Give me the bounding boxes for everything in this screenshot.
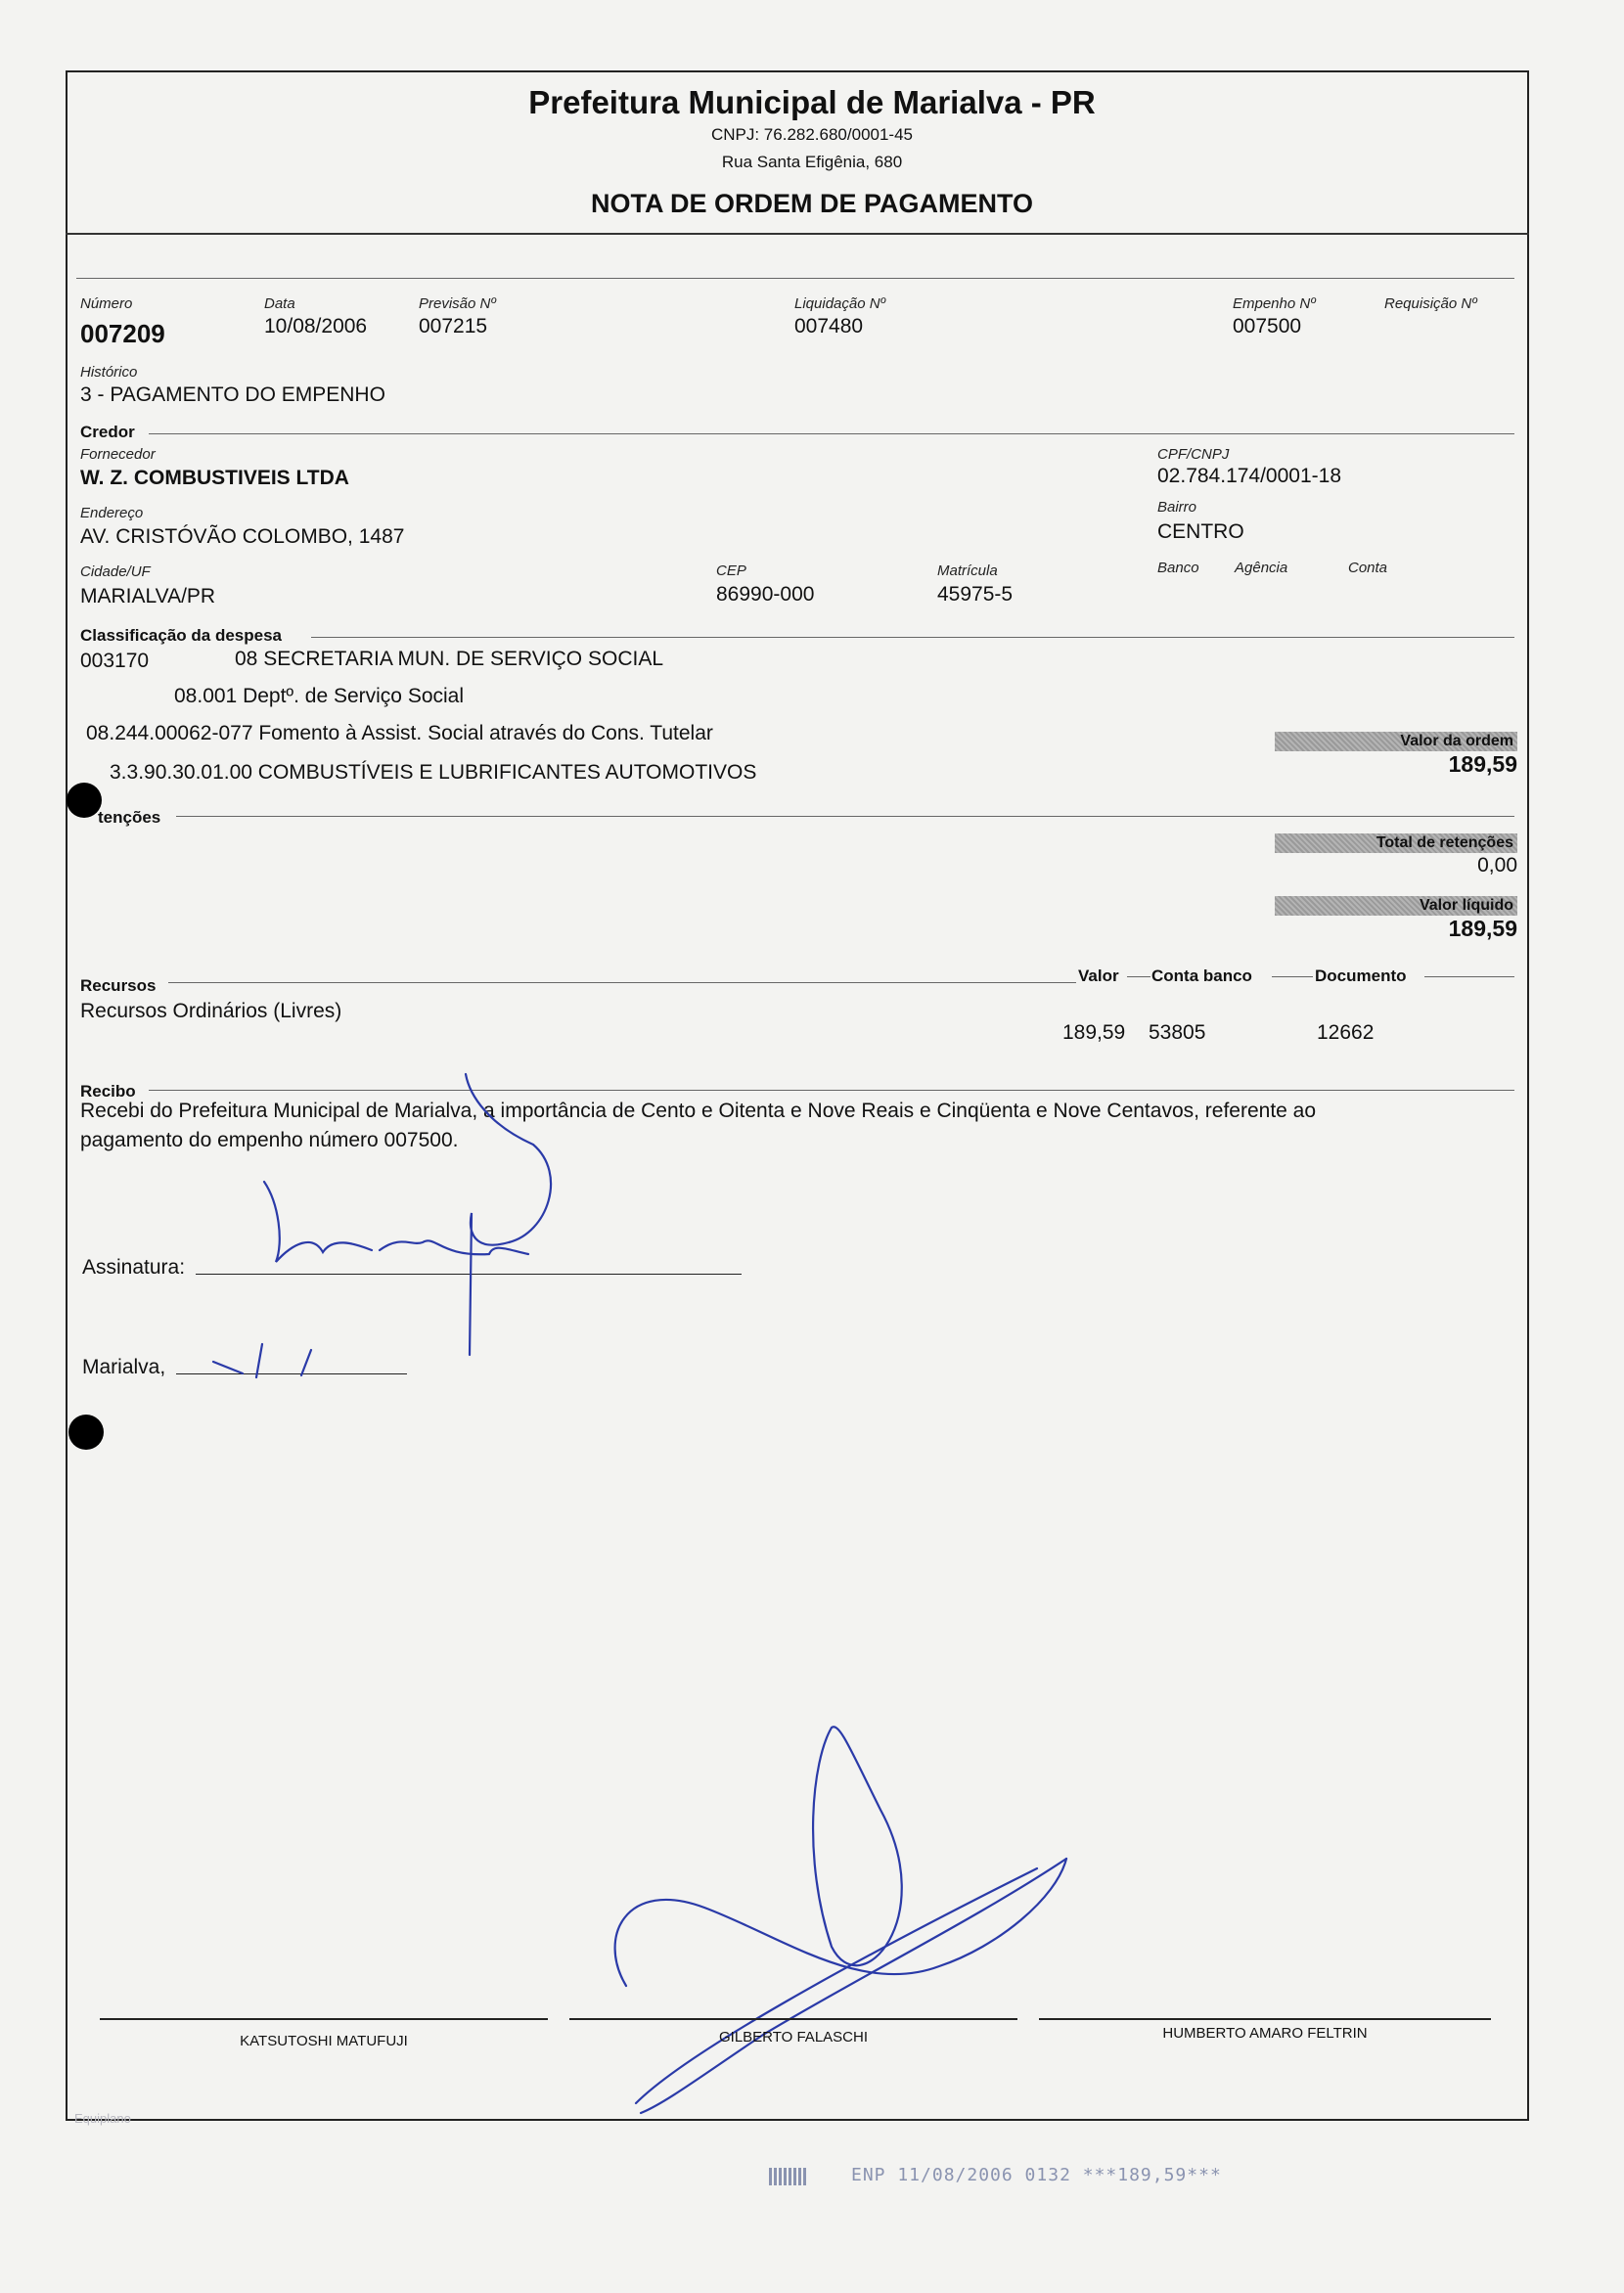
- cidade-label: Cidade/UF: [80, 563, 151, 580]
- signatory-name-3: HUMBERTO AMARO FELTRIN: [1162, 2025, 1368, 2042]
- recursos-valor: 189,59: [1062, 1021, 1126, 1044]
- previsao-value: 007215: [419, 315, 488, 337]
- recibo-text-line2: pagamento do empenho número 007500.: [80, 1129, 459, 1151]
- previsao-label: Previsão Nº: [419, 295, 496, 312]
- secretaria-value: 08 SECRETARIA MUN. DE SERVIÇO SOCIAL: [235, 648, 664, 670]
- recursos-section: Recursos: [80, 976, 157, 995]
- cpf-label: CPF/CNPJ: [1157, 446, 1230, 463]
- software-watermark: Equiplano: [74, 2111, 131, 2126]
- bairro-value: CENTRO: [1157, 520, 1244, 543]
- recursos-valor-label: Valor: [1078, 967, 1119, 985]
- recibo-section: Recibo: [80, 1082, 136, 1101]
- stamp-barcode-icon: [769, 2168, 806, 2185]
- page-title: Prefeitura Municipal de Marialva - PR: [528, 84, 1096, 120]
- cpf-value: 02.784.174/0001-18: [1157, 465, 1342, 487]
- local-label: Marialva,: [82, 1356, 166, 1378]
- valor-liquido-label: Valor líquido: [1419, 897, 1513, 914]
- numero-value: 007209: [80, 319, 165, 348]
- data-value: 10/08/2006: [264, 315, 368, 337]
- assinatura-label: Assinatura:: [82, 1256, 186, 1279]
- signatory-name-1: KATSUTOSHI MATUFUJI: [240, 2033, 408, 2049]
- requisicao-label: Requisição Nº: [1384, 295, 1477, 312]
- header-address: Rua Santa Efigênia, 680: [721, 153, 903, 171]
- document-title: NOTA DE ORDEM DE PAGAMENTO: [590, 189, 1033, 218]
- recursos-documento: 12662: [1317, 1021, 1375, 1044]
- conta-banco-label: Conta banco: [1151, 967, 1252, 985]
- departamento-value: 08.001 Deptº. de Serviço Social: [174, 685, 465, 707]
- data-label: Data: [264, 295, 295, 312]
- elemento-value: 3.3.90.30.01.00 COMBUSTÍVEIS E LUBRIFICANTES AUTOMOTIVOS: [110, 761, 757, 784]
- recibo-text-line1: Recebi do Prefeitura Municipal de Marialva, a importância de Cento e Oitenta e Nove Reais e Cinqüenta e Nove Centavos, referente ao: [80, 1100, 1317, 1122]
- signature-line-2: [569, 2018, 1017, 2020]
- signature-line-1: [100, 2018, 548, 2020]
- recursos-conta-banco: 53805: [1149, 1021, 1206, 1044]
- matricula-label: Matrícula: [937, 562, 998, 579]
- cidade-value: MARIALVA/PR: [80, 585, 216, 607]
- matricula-value: 45975-5: [937, 583, 1014, 606]
- empenho-value: 007500: [1233, 315, 1302, 337]
- liquidacao-value: 007480: [794, 315, 864, 337]
- numero-label: Número: [80, 295, 133, 312]
- cep-label: CEP: [716, 562, 746, 579]
- signatory-name-2: GILBERTO FALASCHI: [719, 2029, 868, 2046]
- payment-stamp: ENP 11/08/2006 0132 ***189,59***: [851, 2165, 1222, 2185]
- documento-label: Documento: [1315, 967, 1407, 985]
- total-retencoes-value: 0,00: [1477, 854, 1517, 877]
- historico-label: Histórico: [80, 364, 138, 381]
- liquidacao-label: Liquidação Nº: [794, 295, 886, 312]
- valor-liquido-value: 189,59: [1448, 916, 1517, 941]
- banco-label: Banco: [1157, 560, 1199, 576]
- retencoes-section: tenções: [98, 808, 161, 827]
- signature-line-3: [1039, 2018, 1491, 2020]
- empenho-label: Empenho Nº: [1233, 295, 1316, 312]
- classificacao-section: Classificação da despesa: [80, 626, 283, 645]
- valor-ordem-label: Valor da ordem: [1400, 733, 1513, 749]
- fornecedor-value: W. Z. COMBUSTIVEIS LTDA: [80, 467, 349, 489]
- header-cnpj: CNPJ: 76.282.680/0001-45: [710, 125, 914, 144]
- historico-value: 3 - PAGAMENTO DO EMPENHO: [80, 383, 385, 406]
- recursos-descricao: Recursos Ordinários (Livres): [80, 1000, 342, 1022]
- credor-section: Credor: [80, 423, 135, 441]
- endereco-value: AV. CRISTÓVÃO COLOMBO, 1487: [80, 525, 405, 548]
- classificacao-code: 003170: [80, 650, 150, 672]
- fornecedor-label: Fornecedor: [80, 446, 156, 463]
- endereco-label: Endereço: [80, 505, 144, 521]
- agencia-label: Agência: [1235, 560, 1288, 576]
- bairro-label: Bairro: [1157, 499, 1197, 516]
- conta-label: Conta: [1348, 560, 1388, 576]
- valor-ordem-value: 189,59: [1448, 751, 1517, 777]
- cep-value: 86990-000: [716, 583, 815, 606]
- funcional-value: 08.244.00062-077 Fomento à Assist. Social através do Cons. Tutelar: [86, 722, 713, 744]
- total-retencoes-label: Total de retenções: [1376, 834, 1513, 851]
